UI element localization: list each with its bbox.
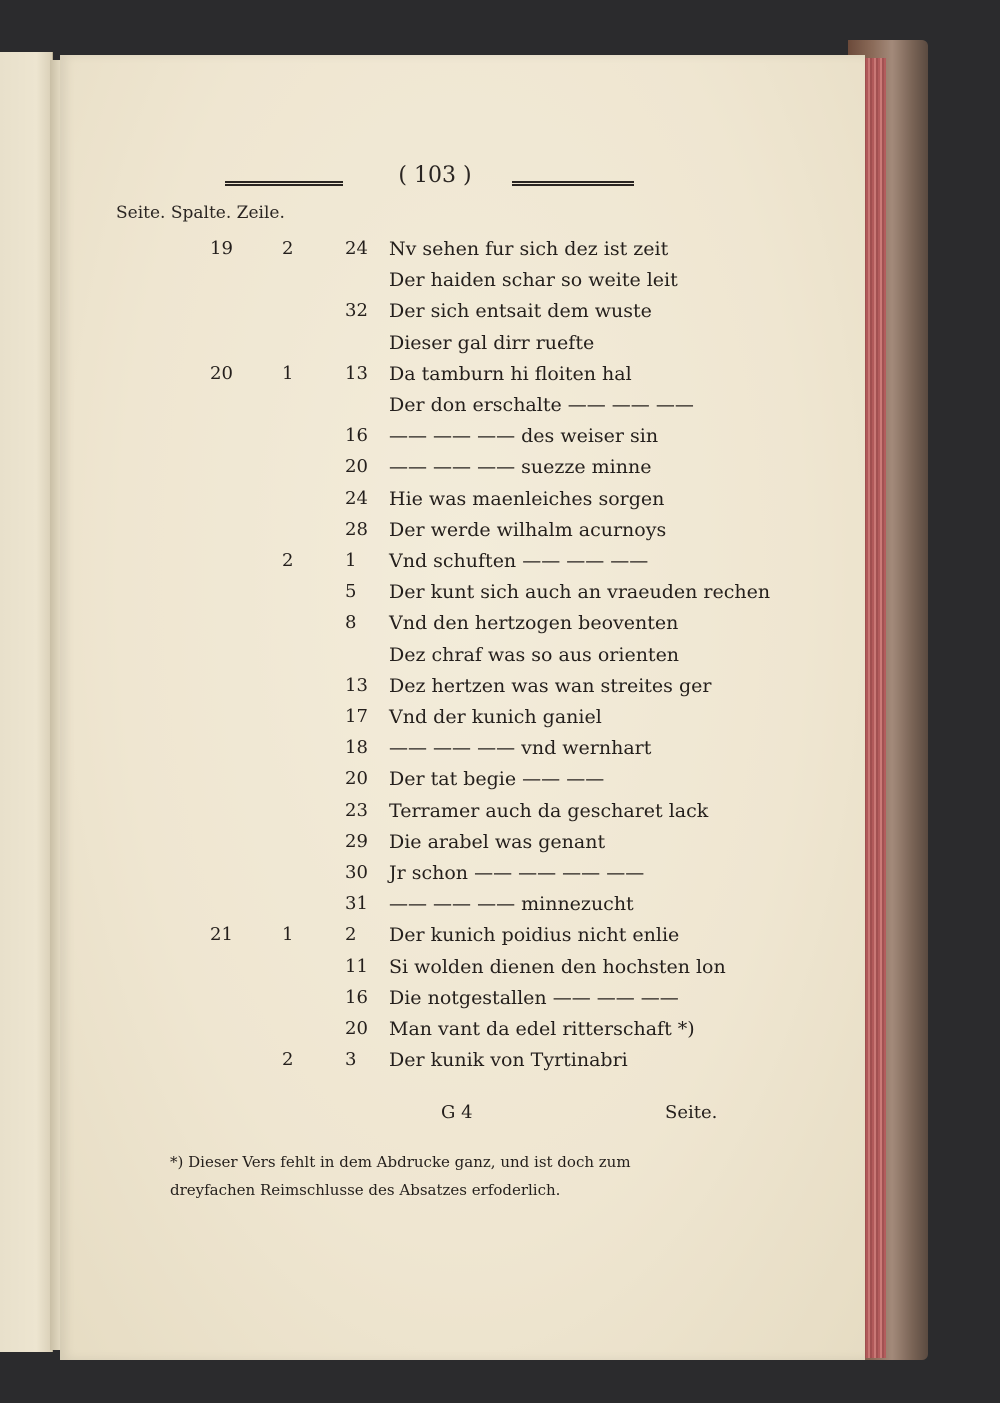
table-row bbox=[60, 488, 860, 520]
verse-cell: Die arabel was genant bbox=[389, 830, 606, 853]
table-row bbox=[60, 550, 860, 582]
footnote-line-2: dreyfachen Reimschlusse des Absatzes erfoderlich. bbox=[170, 1181, 561, 1199]
zeile-cell: 20 bbox=[345, 768, 368, 790]
verse-cell: Hie was maenleiches sorgen bbox=[389, 487, 665, 510]
verse-cell: Vnd der kunich ganiel bbox=[389, 706, 602, 728]
verse-cell: Der don erschalte —— —— —— bbox=[389, 394, 694, 416]
table-row bbox=[60, 394, 860, 426]
table-row bbox=[60, 987, 860, 1019]
zeile-cell: 8 bbox=[345, 612, 357, 634]
table-row bbox=[60, 924, 860, 956]
zeile-cell: 20 bbox=[345, 1018, 368, 1039]
verse-cell: —— —— —— des weiser sin bbox=[389, 425, 659, 448]
table-row bbox=[60, 519, 860, 551]
spalte-cell: 2 bbox=[282, 238, 294, 259]
zeile-cell: 1 bbox=[345, 550, 357, 571]
table-row bbox=[60, 456, 860, 488]
facing-page-edge bbox=[0, 52, 53, 1352]
verse-cell: Der sich entsait dem wuste bbox=[389, 300, 652, 323]
zeile-cell: 5 bbox=[345, 581, 357, 603]
verse-cell: Man vant da edel ritterschaft *) bbox=[389, 1018, 695, 1040]
table-row bbox=[60, 956, 860, 988]
table-row bbox=[60, 300, 860, 332]
verse-cell: Der kunich poidius nicht enlie bbox=[389, 924, 680, 947]
spalte-cell: 1 bbox=[282, 362, 294, 384]
table-row bbox=[60, 862, 860, 894]
zeile-cell: 13 bbox=[345, 674, 368, 696]
zeile-cell: 20 bbox=[345, 456, 368, 478]
table-row bbox=[60, 831, 860, 863]
zeile-cell: 24 bbox=[345, 238, 368, 259]
zeile-cell: 24 bbox=[345, 487, 368, 509]
seite-cell: 21 bbox=[210, 924, 233, 946]
table-row bbox=[60, 1018, 860, 1050]
header-rule-right bbox=[512, 181, 634, 187]
verse-cell: Dez hertzen was wan streites ger bbox=[389, 674, 712, 697]
verse-cell: Dez chraf was so aus orienten bbox=[389, 643, 680, 666]
zeile-cell: 16 bbox=[345, 986, 368, 1008]
signature-mark: G 4 bbox=[441, 1102, 473, 1123]
table-row bbox=[60, 737, 860, 769]
table-row bbox=[60, 238, 860, 270]
table-row bbox=[60, 800, 860, 832]
verse-cell: Dieser gal dirr ruefte bbox=[389, 331, 595, 354]
table-row bbox=[60, 425, 860, 457]
table-row bbox=[60, 706, 860, 738]
zeile-cell: 28 bbox=[345, 518, 368, 540]
verse-cell: Der tat begie —— —— bbox=[389, 768, 605, 791]
table-row bbox=[60, 644, 860, 676]
table-row bbox=[60, 768, 860, 800]
page-header bbox=[225, 163, 705, 203]
verse-cell: Terramer auch da gescharet lack bbox=[389, 799, 709, 822]
seite-cell: 20 bbox=[210, 362, 233, 384]
table-row bbox=[60, 269, 860, 301]
table-row bbox=[60, 332, 860, 364]
zeile-cell: 31 bbox=[345, 893, 368, 915]
zeile-cell: 29 bbox=[345, 830, 368, 852]
table-row bbox=[60, 612, 860, 644]
spalte-cell: 2 bbox=[282, 1049, 294, 1071]
table-row bbox=[60, 363, 860, 395]
zeile-cell: 2 bbox=[345, 924, 357, 946]
verse-cell: Da tamburn hi floiten hal bbox=[389, 362, 632, 385]
verse-cell: Der haiden schar so weite leit bbox=[389, 269, 678, 292]
zeile-cell: 17 bbox=[345, 706, 368, 727]
verse-cell: Si wolden dienen den hochsten lon bbox=[389, 955, 726, 978]
verse-cell: Der kunik von Tyrtinabri bbox=[389, 1049, 628, 1072]
zeile-cell: 18 bbox=[345, 737, 368, 759]
spalte-cell: 2 bbox=[282, 550, 294, 571]
zeile-cell: 3 bbox=[345, 1049, 357, 1071]
table-row bbox=[60, 581, 860, 613]
table-row bbox=[60, 893, 860, 925]
column-headers: Seite. Spalte. Zeile. bbox=[116, 203, 285, 223]
verse-cell: Die notgestallen —— —— —— bbox=[389, 986, 679, 1009]
table-row bbox=[60, 1049, 860, 1081]
seite-cell: 19 bbox=[210, 238, 233, 259]
verse-cell: Nv sehen fur sich dez ist zeit bbox=[389, 238, 669, 260]
verse-cell: Der kunt sich auch an vraeuden rechen bbox=[389, 581, 771, 604]
catchword: Seite. bbox=[665, 1102, 718, 1123]
zeile-cell: 30 bbox=[345, 862, 368, 883]
verse-cell: —— —— —— vnd wernhart bbox=[389, 737, 652, 760]
book-page bbox=[60, 55, 865, 1360]
table-row bbox=[60, 675, 860, 707]
verse-cell: Vnd schuften —— —— —— bbox=[389, 550, 649, 572]
zeile-cell: 32 bbox=[345, 300, 368, 322]
verse-cell: Der werde wilhalm acurnoys bbox=[389, 518, 667, 541]
page-number: ( 103 ) bbox=[398, 163, 472, 188]
zeile-cell: 13 bbox=[345, 362, 368, 384]
verse-cell: Jr schon —— —— —— —— bbox=[389, 862, 645, 884]
zeile-cell: 23 bbox=[345, 799, 368, 821]
zeile-cell: 16 bbox=[345, 425, 368, 447]
verse-cell: Vnd den hertzogen beoventen bbox=[389, 612, 679, 635]
verse-cell: —— —— —— minnezucht bbox=[389, 893, 634, 916]
spalte-cell: 1 bbox=[282, 924, 294, 946]
verse-cell: —— —— —— suezze minne bbox=[389, 456, 652, 479]
header-rule-left bbox=[225, 181, 343, 187]
zeile-cell: 11 bbox=[345, 955, 368, 977]
footnote-line-1: *) Dieser Vers fehlt in dem Abdrucke ganz, und ist doch zum bbox=[170, 1153, 631, 1171]
